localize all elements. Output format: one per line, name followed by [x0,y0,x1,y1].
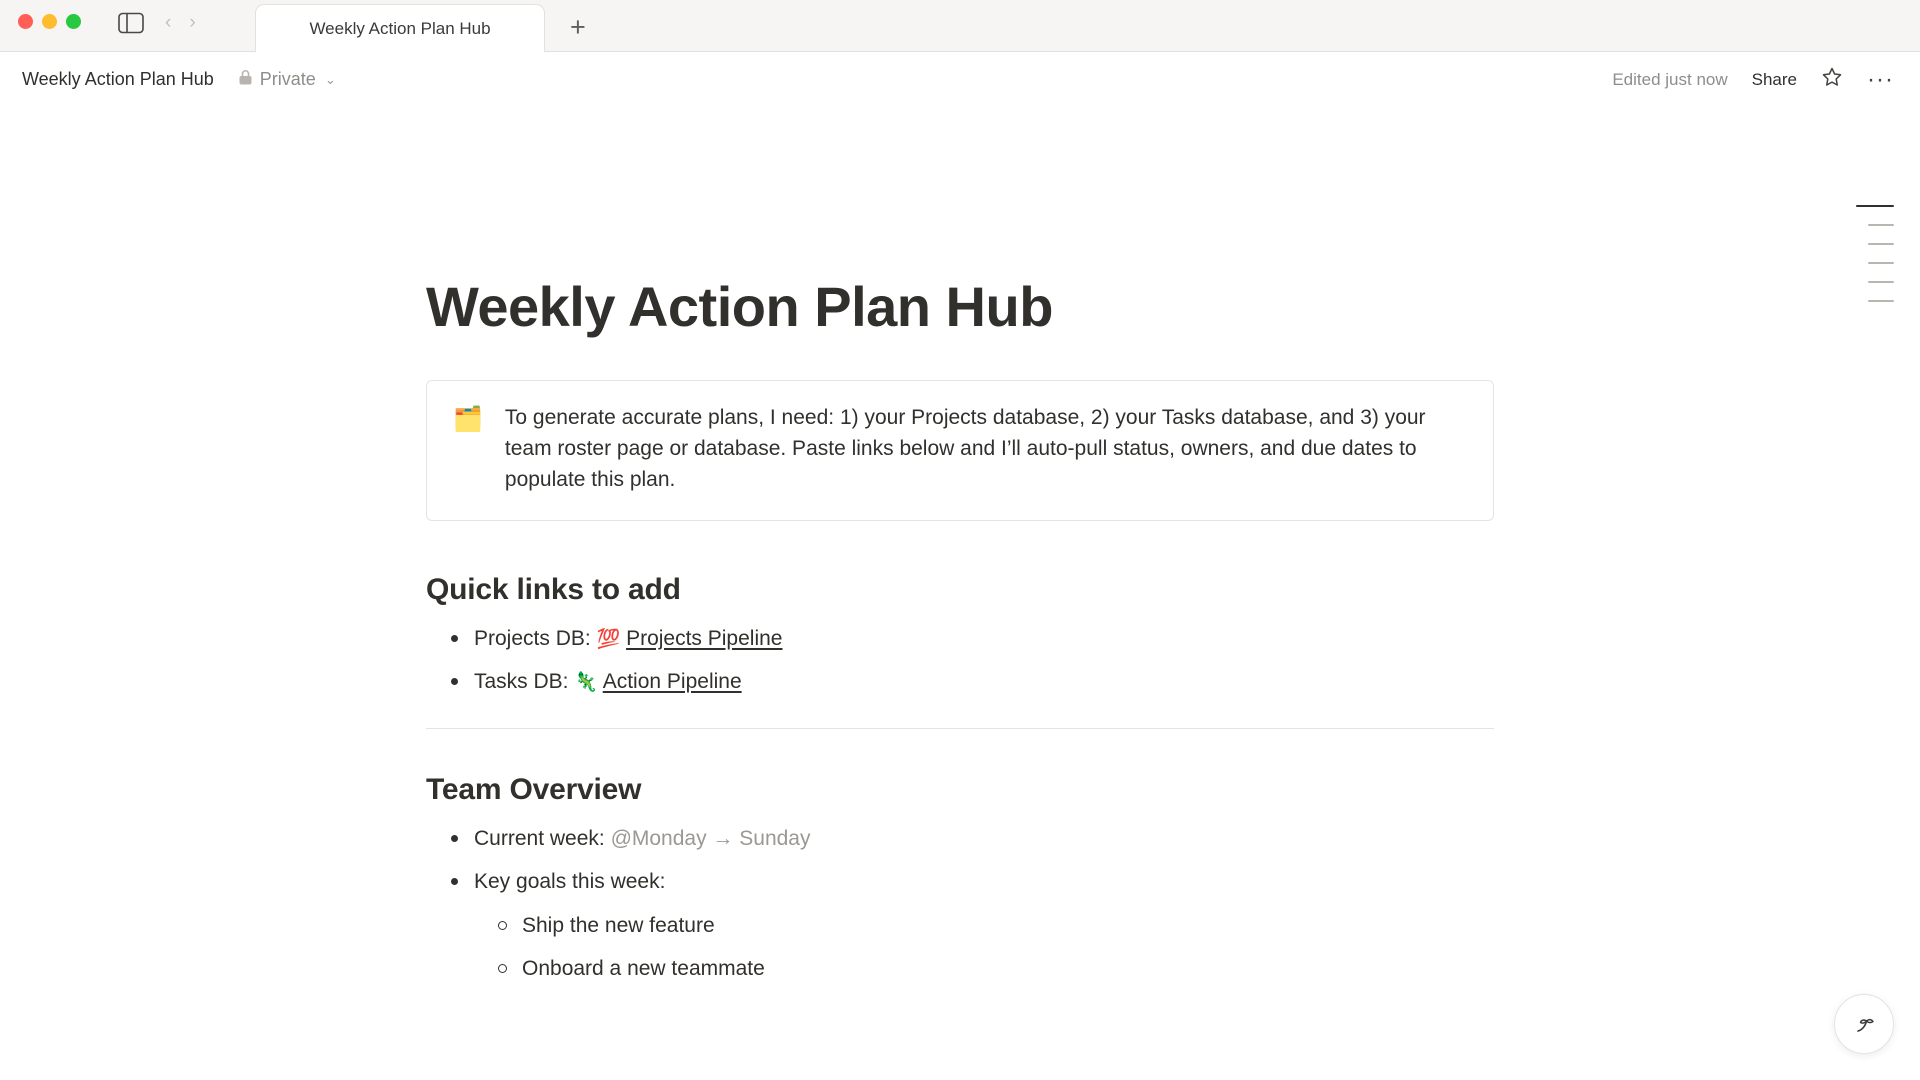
page-title: Weekly Action Plan Hub [426,275,1053,338]
current-week-end: Sunday [739,826,811,850]
divider [426,728,1494,729]
callout-text: To generate accurate plans, I need: 1) your Projects database, 2) your Tasks database, and 3) your team roster page or database. Paste links below and I’ll auto-pull status, owners, and due dates to populate this plan. [504,405,1426,491]
browser-titlebar [0,0,1920,52]
privacy-selector[interactable] [238,69,336,91]
more-options-icon[interactable]: ··· [1867,65,1894,93]
arrow-right-icon: → [706,826,740,850]
team-overview-list [426,817,1494,991]
quick-links-list [426,617,1494,704]
quick-link-label-0: Projects DB: [474,626,597,650]
team-overview-heading: Team Overview [426,772,642,806]
goal-item-1: Onboard a new teammate [522,957,765,981]
hundred-points-icon: 💯 [596,628,621,650]
forward-arrow-icon[interactable]: › [189,12,196,33]
date-mention[interactable]: @Monday [610,826,707,850]
list-item [426,617,1494,661]
share-button[interactable]: Share [1751,69,1798,89]
list-item [426,904,1494,948]
lizard-icon: 🦎 [574,672,599,694]
chevron-down-icon: ⌄ [324,71,336,87]
privacy-label: Private [259,69,316,89]
lock-icon [238,69,253,91]
goal-item-0: Ship the new feature [522,913,715,937]
window-controls [18,14,81,29]
page-canvas [0,107,1920,1080]
page-outline-indicator[interactable] [1856,205,1894,302]
ai-sparkle-icon [1849,1009,1879,1039]
quick-links-heading: Quick links to add [426,572,681,606]
key-goals-label: Key goals this week: [474,870,666,894]
browser-tab-title: Weekly Action Plan Hub [309,18,491,38]
close-window-button[interactable] [18,14,33,29]
ai-assistant-button[interactable] [1834,994,1894,1054]
list-item [426,947,1494,991]
sidebar-toggle-icon[interactable] [118,12,144,34]
favorite-star-icon[interactable] [1821,66,1843,93]
topbar-actions [1612,66,1894,93]
breadcrumb[interactable]: Weekly Action Plan Hub [22,69,214,89]
maximize-window-button[interactable] [66,14,81,29]
current-week-label: Current week: [474,826,611,850]
file-box-icon: 🗂️ [453,405,483,433]
list-item [426,860,1494,904]
back-arrow-icon[interactable]: ‹ [165,12,172,33]
projects-pipeline-link[interactable]: Projects Pipeline [626,626,783,650]
action-pipeline-link[interactable]: Action Pipeline [602,670,742,694]
edited-status: Edited just now [1612,69,1728,89]
app-topbar [0,52,1920,107]
new-tab-button[interactable]: + [570,12,586,42]
list-item [426,817,1494,861]
navigation-arrows [165,12,196,34]
browser-tab[interactable] [255,4,545,52]
callout-block [426,380,1494,521]
list-item [426,660,1494,704]
quick-link-label-1: Tasks DB: [474,670,575,694]
page-content [426,107,1494,991]
minimize-window-button[interactable] [42,14,57,29]
